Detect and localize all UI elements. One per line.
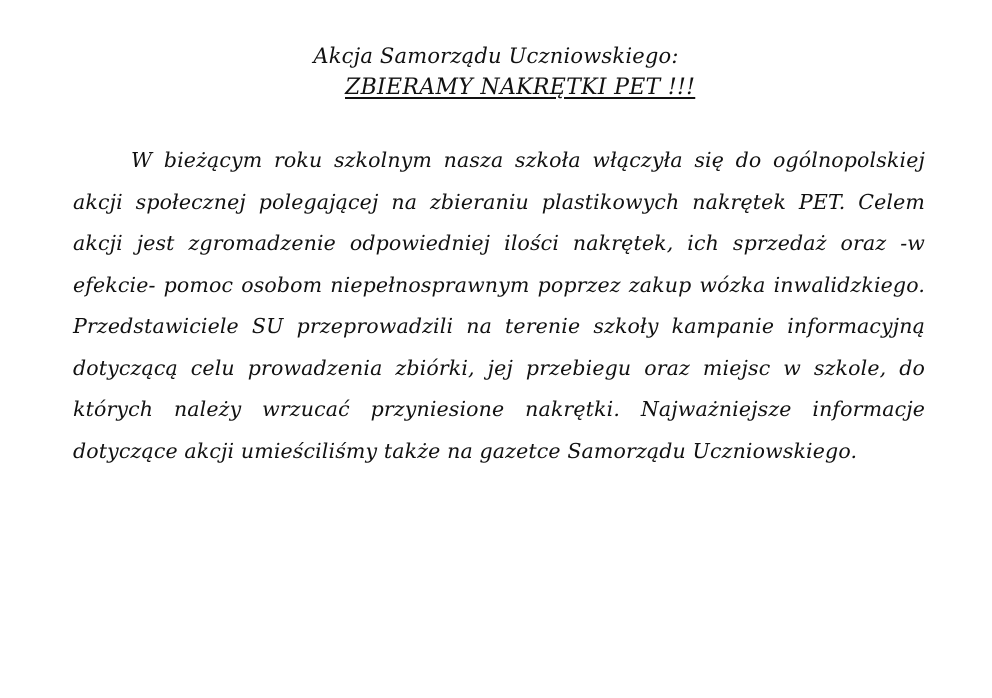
document-paragraph: W bieżącym roku szkolnym nasza szkoła włączyła się do ogólnopolskiej akcji społecznej polegającej na zbieraniu plastikowych nakrętek PET. Celem akcji jest zgromadzenie odpowiedniej ilości nakrętek, ich sprzedaż oraz -w efekcie- pomoc osobom niepełnosprawnym poprzez zakup wózka inwalidzkiego. Przedstawiciele SU przeprowadzili na terenie szkoły kampanie informacyjną dotyczącą celu prowadzenia zbiórki, jej przebiegu oraz miejsc w szkole, do których należy wrzucać przyniesione nakrętki. Najważniejsze informacje dotyczące akcji umieściliśmy także na gazetce Samorządu Uczniowskiego. [73, 148, 925, 463]
document-title: ZBIERAMY NAKRĘTKI PET !!! [345, 75, 696, 100]
document-subtitle: Akcja Samorządu Uczniowskiego: [313, 44, 679, 68]
